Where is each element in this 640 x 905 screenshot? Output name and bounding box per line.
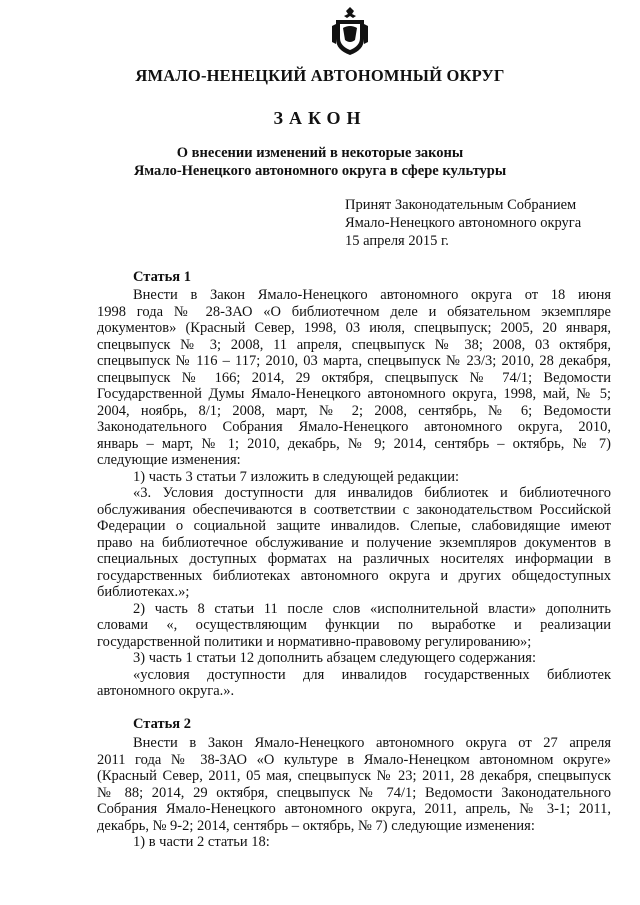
text-line: словами «, осуществляющим функции по выработке и реализации — [97, 617, 611, 633]
text-line: Внести в Закон Ямало-Ненецкого автономного округа от 27 апреля — [133, 735, 611, 751]
text-line: обслуживания обеспечиваются в соответствии с законодательством Российской — [97, 501, 611, 518]
subject-line: О внесении изменений в некоторые законы — [176, 145, 464, 161]
subject-line: Ямало-Ненецкого автономного округа в сфере культуры — [133, 163, 507, 179]
law-subject — [0, 144, 640, 180]
adoption-line: Ямало-Ненецкого автономного округа — [345, 215, 582, 231]
text-line: следующие изменения: — [97, 452, 241, 468]
document-type: ЗАКОН — [273, 108, 367, 128]
text-line: спецвыпуск № 116 – 117; 2010, 03 марта, спецвыпуск № 23/3; 2010, 28 декабря, — [97, 353, 611, 369]
text-line: государственных библиотеках автономного округа и других общедоступных — [97, 567, 611, 584]
text-line: Федерации о социальной защите инвалидов. Слепые, слабовидящие имеют — [97, 518, 611, 534]
article-1-body — [97, 287, 611, 700]
text-line: спецвыпуск № 166; 2014, 29 октября, спецвыпуск № 74/1; Ведомости — [97, 369, 611, 386]
region-title: ЯМАЛО-НЕНЕЦКИЙ АВТОНОМНЫЙ ОКРУГ — [135, 66, 505, 85]
text-line: государственной политики и нормативно-правовому регулированию»; — [97, 633, 532, 650]
article-1-title: Статья 1 — [133, 269, 191, 285]
text-line: «условия доступности для инвалидов государственных библиотек — [133, 666, 611, 683]
text-line: 1) в части 2 статьи 18: — [133, 834, 270, 850]
text-line: специальных доступных форматах на различных носителях информации в — [97, 551, 611, 567]
text-line: 3) часть 1 статьи 12 дополнить абзацем следующего содержания: — [133, 650, 536, 666]
article-2-title: Статья 2 — [133, 716, 191, 732]
text-line: документов» (Красный Север, 1998, 03 июля, спецвыпуск; 2005, 20 января, — [97, 320, 611, 336]
text-line: Собрания Ямало-Ненецкого автономного округа, 2011, апрель, № 3-1; 2011, — [97, 801, 611, 817]
text-line: право на библиотечное обслуживание и получение экземпляров документов в — [97, 534, 611, 551]
text-line: Законодательного Собрания Ямало-Ненецкого автономного округа, 2010, — [97, 419, 611, 435]
text-line: 1998 года № 28-ЗАО «О библиотечном деле и обязательном экземпляре — [97, 303, 611, 320]
text-line: Государственной Думы Ямало-Ненецкого автономного округа, 1998, май, № 5; — [97, 386, 611, 402]
text-line: 2004, ноябрь, 8/1; 2008, март, № 2; 2008, сентябрь, № 6; Ведомости — [97, 402, 611, 419]
text-line: (Красный Север, 2011, 05 мая, спецвыпуск № 23; 2011, 28 декабря, спецвыпуск — [97, 768, 611, 784]
coat-of-arms-icon — [331, 6, 369, 56]
text-line: «3. Условия доступности для инвалидов библиотек и библиотечного — [133, 485, 611, 501]
text-line: № 88; 2014, 29 октября, спецвыпуск № 74/1; Ведомости Законодательного — [97, 784, 611, 801]
text-line: библиотеках.»; — [97, 584, 190, 600]
text-line: спецвыпуск № 3; 2008, 11 апреля, спецвыпуск № 38; 2008, 03 октября, — [97, 336, 611, 353]
adoption-note — [345, 196, 581, 250]
adoption-date: 15 апреля 2015 г. — [345, 233, 449, 249]
article-2-body — [97, 735, 611, 851]
text-line: 2011 года № 38-ЗАО «О культуре в Ямало-Ненецком автономном округе» — [97, 751, 611, 768]
text-line: 1) часть 3 статьи 7 изложить в следующей редакции: — [133, 468, 459, 485]
text-line: январь – март, № 1; 2010, декабрь, № 9; 2014, сентябрь – октябрь, № 7) — [97, 435, 611, 452]
text-line: автономного округа.». — [97, 683, 235, 699]
text-line: декабрь, № 9-2; 2014, сентябрь – октябрь, № 7) следующие изменения: — [97, 817, 535, 834]
adoption-line: Принят Законодательным Собранием — [345, 197, 577, 213]
text-line: 2) часть 8 статьи 11 после слов «исполнительной власти» дополнить — [133, 600, 611, 617]
text-line: Внести в Закон Ямало-Ненецкого автономного округа от 18 июня — [133, 287, 611, 303]
